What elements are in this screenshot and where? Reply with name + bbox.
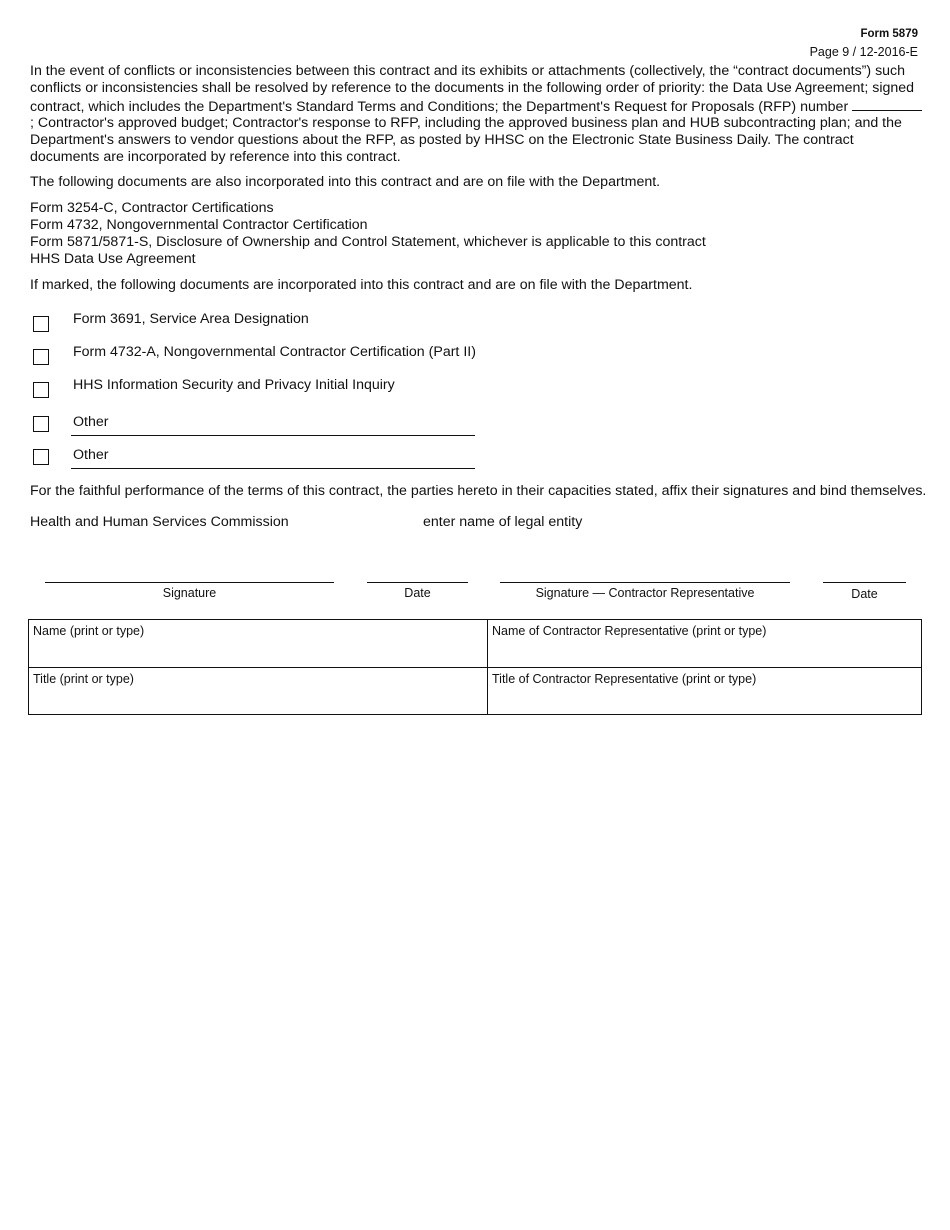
other-1-input-line[interactable] bbox=[71, 435, 475, 436]
contractor-signature-line[interactable] bbox=[500, 582, 790, 583]
signature-caption: Signature bbox=[162, 586, 217, 600]
checkbox-other-1[interactable] bbox=[33, 416, 49, 432]
faithful-performance-statement: For the faithful performance of the terms of this contract, the parties hereto in their capacities stated, affix their signatures and bind themselves. bbox=[30, 483, 927, 499]
other-2-input-line[interactable] bbox=[71, 468, 475, 469]
checkbox-label: Other bbox=[73, 447, 109, 463]
rfp-number-field[interactable] bbox=[852, 97, 922, 111]
checkbox-label: Form 3691, Service Area Designation bbox=[73, 311, 309, 327]
page-info: Page 9 / 12-2016-E bbox=[809, 45, 918, 59]
grid-divider-horizontal bbox=[29, 667, 921, 668]
legal-entity-name-field[interactable]: enter name of legal entity bbox=[423, 514, 583, 530]
contractor-name-field[interactable]: Name of Contractor Representative (print or type) bbox=[492, 624, 767, 638]
checkbox-other-2[interactable] bbox=[33, 449, 49, 465]
checkbox-label: Form 4732-A, Nongovernmental Contractor Certification (Part II) bbox=[73, 344, 476, 360]
if-marked-intro: If marked, the following documents are incorporated into this contract and are on file with the Department. bbox=[30, 277, 693, 293]
checkbox-form-3691[interactable] bbox=[33, 316, 49, 332]
checkbox-security-inquiry[interactable] bbox=[33, 382, 49, 398]
order-of-priority-paragraph bbox=[30, 63, 925, 166]
date-caption-left: Date bbox=[404, 586, 431, 600]
incorporated-doc-item: Form 5871/5871-S, Disclosure of Ownership and Control Statement, whichever is applicable to this contract bbox=[30, 234, 706, 250]
paragraph-text-before-blank: In the event of conflicts or inconsistencies between this contract and its exhibits or attachments (collectively, the “contract documents”) such conflicts or inconsistencies shall be resolved by reference to the documents in the following order of priority: the Data Use Agreement; signed contract, which includes the Department's Standard Terms and Conditions; the Department's Request for Proposals (RFP) number bbox=[30, 63, 915, 115]
also-incorporated-intro: The following documents are also incorporated into this contract and are on file with the Department. bbox=[30, 174, 661, 190]
name-field[interactable]: Name (print or type) bbox=[33, 624, 145, 638]
form-number: Form 5879 bbox=[860, 28, 918, 40]
paragraph-text-after-blank: ; Contractor's approved budget; Contractor's response to RFP, including the approved business plan and HUB subcontracting plan; and the Department's answers to vendor questions about the RFP, as posted by HHSC on the Electronic State Business Daily. The contract documents are incorporated by reference into this contract. bbox=[30, 115, 902, 165]
date-caption-right: Date bbox=[851, 587, 878, 601]
date-line-right[interactable] bbox=[823, 582, 906, 583]
checkbox-label: Other bbox=[73, 414, 109, 430]
name-title-grid bbox=[28, 619, 922, 715]
incorporated-doc-item: Form 4732, Nongovernmental Contractor Certification bbox=[30, 217, 368, 233]
title-field[interactable]: Title (print or type) bbox=[33, 672, 134, 686]
incorporated-doc-item: Form 3254-C, Contractor Certifications bbox=[30, 200, 274, 216]
checkbox-label: HHS Information Security and Privacy Initial Inquiry bbox=[73, 377, 395, 393]
date-line-left[interactable] bbox=[367, 582, 468, 583]
signature-line[interactable] bbox=[45, 582, 334, 583]
checkbox-form-4732a[interactable] bbox=[33, 349, 49, 365]
party-hhsc: Health and Human Services Commission bbox=[30, 514, 289, 530]
incorporated-doc-item: HHS Data Use Agreement bbox=[30, 251, 196, 267]
contractor-signature-caption: Signature — Contractor Representative bbox=[535, 586, 755, 600]
contractor-title-field[interactable]: Title of Contractor Representative (print or type) bbox=[492, 672, 757, 686]
